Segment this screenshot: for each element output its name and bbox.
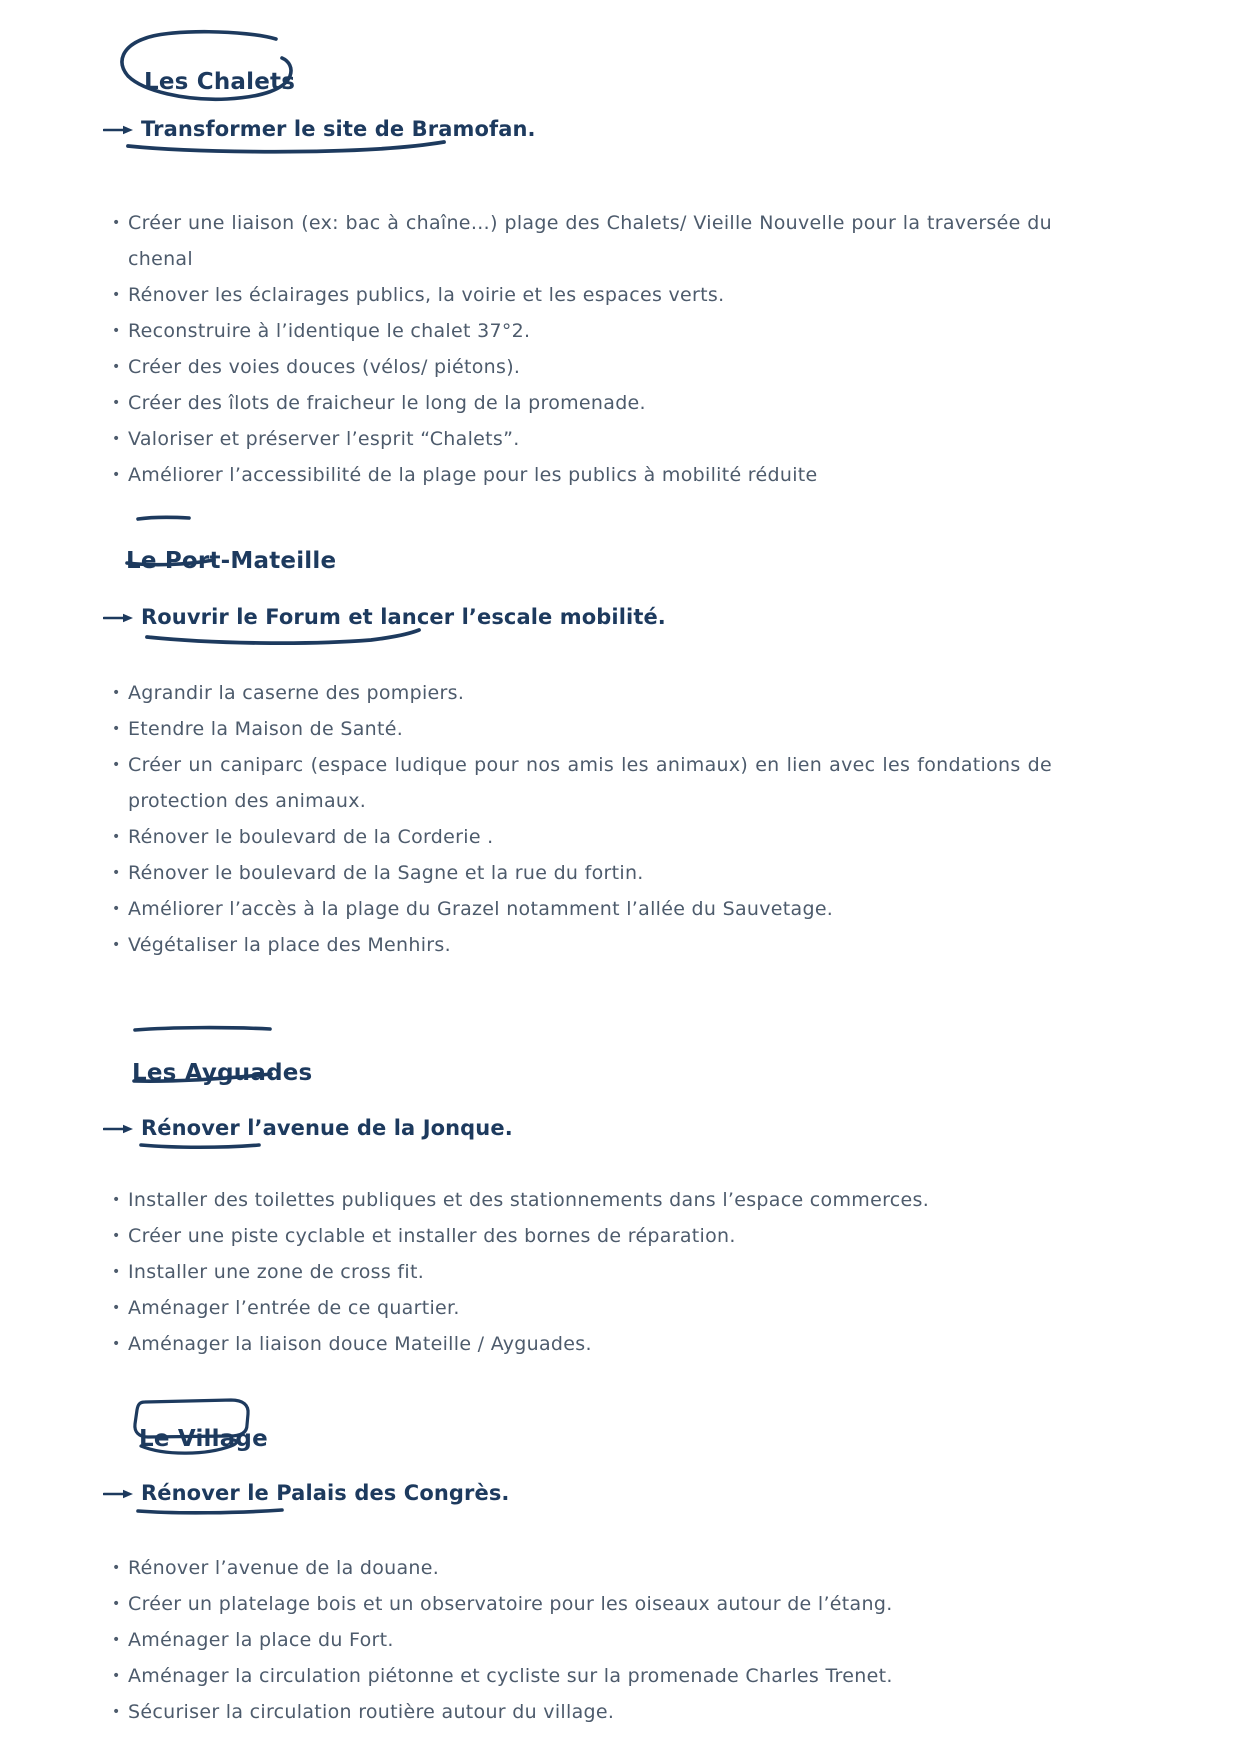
list-item: • Valoriser et préserver l’esprit “Chalets”. [112, 421, 1052, 457]
list-item: • Créer un caniparc (espace ludique pour nos amis les animaux) en lien avec les fondations de protection des animaux. [112, 747, 1052, 819]
list-item: • Installer une zone de cross fit. [112, 1254, 1052, 1290]
list-item: • Aménager la circulation piétonne et cycliste sur la promenade Charles Trenet. [112, 1658, 1052, 1694]
list-item: • Rénover le boulevard de la Corderie . [112, 819, 1052, 855]
list-item: • Améliorer l’accessibilité de la plage pour les publics à mobilité réduite [112, 457, 1052, 493]
list-item: • Sécuriser la circulation routière autour du village. [112, 1694, 1052, 1730]
list-item: • Créer un platelage bois et un observatoire pour les oiseaux autour de l’étang. [112, 1586, 1052, 1622]
list-item: • Rénover l’avenue de la douane. [112, 1550, 1052, 1586]
subtitle-underline-icon [139, 1141, 263, 1151]
section-subtitle-label: Rénover l’avenue de la Jonque. [141, 1116, 513, 1140]
section-subtitle-label: Transformer le site de Bramofan. [141, 117, 536, 141]
list-item: • Créer des îlots de fraicheur le long de la promenade. [112, 385, 1052, 421]
section-subtitle [103, 1481, 510, 1506]
bullet-list [112, 675, 1052, 963]
subtitle-underline-icon [136, 1506, 286, 1516]
section-subtitle [103, 605, 666, 630]
list-item: • Agrandir la caserne des pompiers. [112, 675, 1052, 711]
arrow-icon [103, 123, 135, 137]
section-subtitle-label: Rénover le Palais des Congrès. [141, 1481, 510, 1505]
list-item: • Améliorer l’accès à la plage du Grazel notamment l’allée du Sauvetage. [112, 891, 1052, 927]
subtitle-underline-icon [126, 140, 448, 156]
list-item: • Aménager la place du Fort. [112, 1622, 1052, 1658]
section-subtitle-label: Rouvrir le Forum et lancer l’escale mobilité. [141, 605, 666, 629]
arrow-icon [103, 1122, 135, 1136]
section-title: Les Chalets [144, 69, 296, 96]
bullet-list [112, 1182, 1052, 1362]
list-item: • Créer une liaison (ex: bac à chaîne…) plage des Chalets/ Vieille Nouvelle pour la traversée du chenal [112, 205, 1052, 277]
section-subtitle [103, 117, 536, 142]
dash-above-icon [136, 514, 192, 522]
section-title: Le Village [139, 1426, 268, 1453]
section-title: Les Ayguades [132, 1060, 313, 1087]
list-item: • Rénover le boulevard de la Sagne et la rue du fortin. [112, 855, 1052, 891]
list-item: • Reconstruire à l’identique le chalet 37°2. [112, 313, 1052, 349]
title-underline-icon [132, 1072, 274, 1084]
list-item: • Etendre la Maison de Santé. [112, 711, 1052, 747]
list-item: • Aménager l’entrée de ce quartier. [112, 1290, 1052, 1326]
bullet-list [112, 1550, 1052, 1730]
arrow-icon [103, 611, 135, 625]
list-item: • Végétaliser la place des Menhirs. [112, 927, 1052, 963]
subtitle-underline-icon [145, 629, 423, 647]
title-underline-icon [125, 557, 217, 567]
line-above-icon [133, 1024, 273, 1032]
section-title: Le Port-Mateille [126, 548, 337, 575]
list-item: • Créer des voies douces (vélos/ piétons). [112, 349, 1052, 385]
list-item: • Aménager la liaison douce Mateille / Ayguades. [112, 1326, 1052, 1362]
list-item: • Installer des toilettes publiques et des stationnements dans l’espace commerces. [112, 1182, 1052, 1218]
list-item: • Rénover les éclairages publics, la voirie et les espaces verts. [112, 277, 1052, 313]
section-subtitle [103, 1116, 513, 1141]
bullet-list [112, 205, 1052, 493]
arrow-icon [103, 1487, 135, 1501]
list-item: • Créer une piste cyclable et installer des bornes de réparation. [112, 1218, 1052, 1254]
